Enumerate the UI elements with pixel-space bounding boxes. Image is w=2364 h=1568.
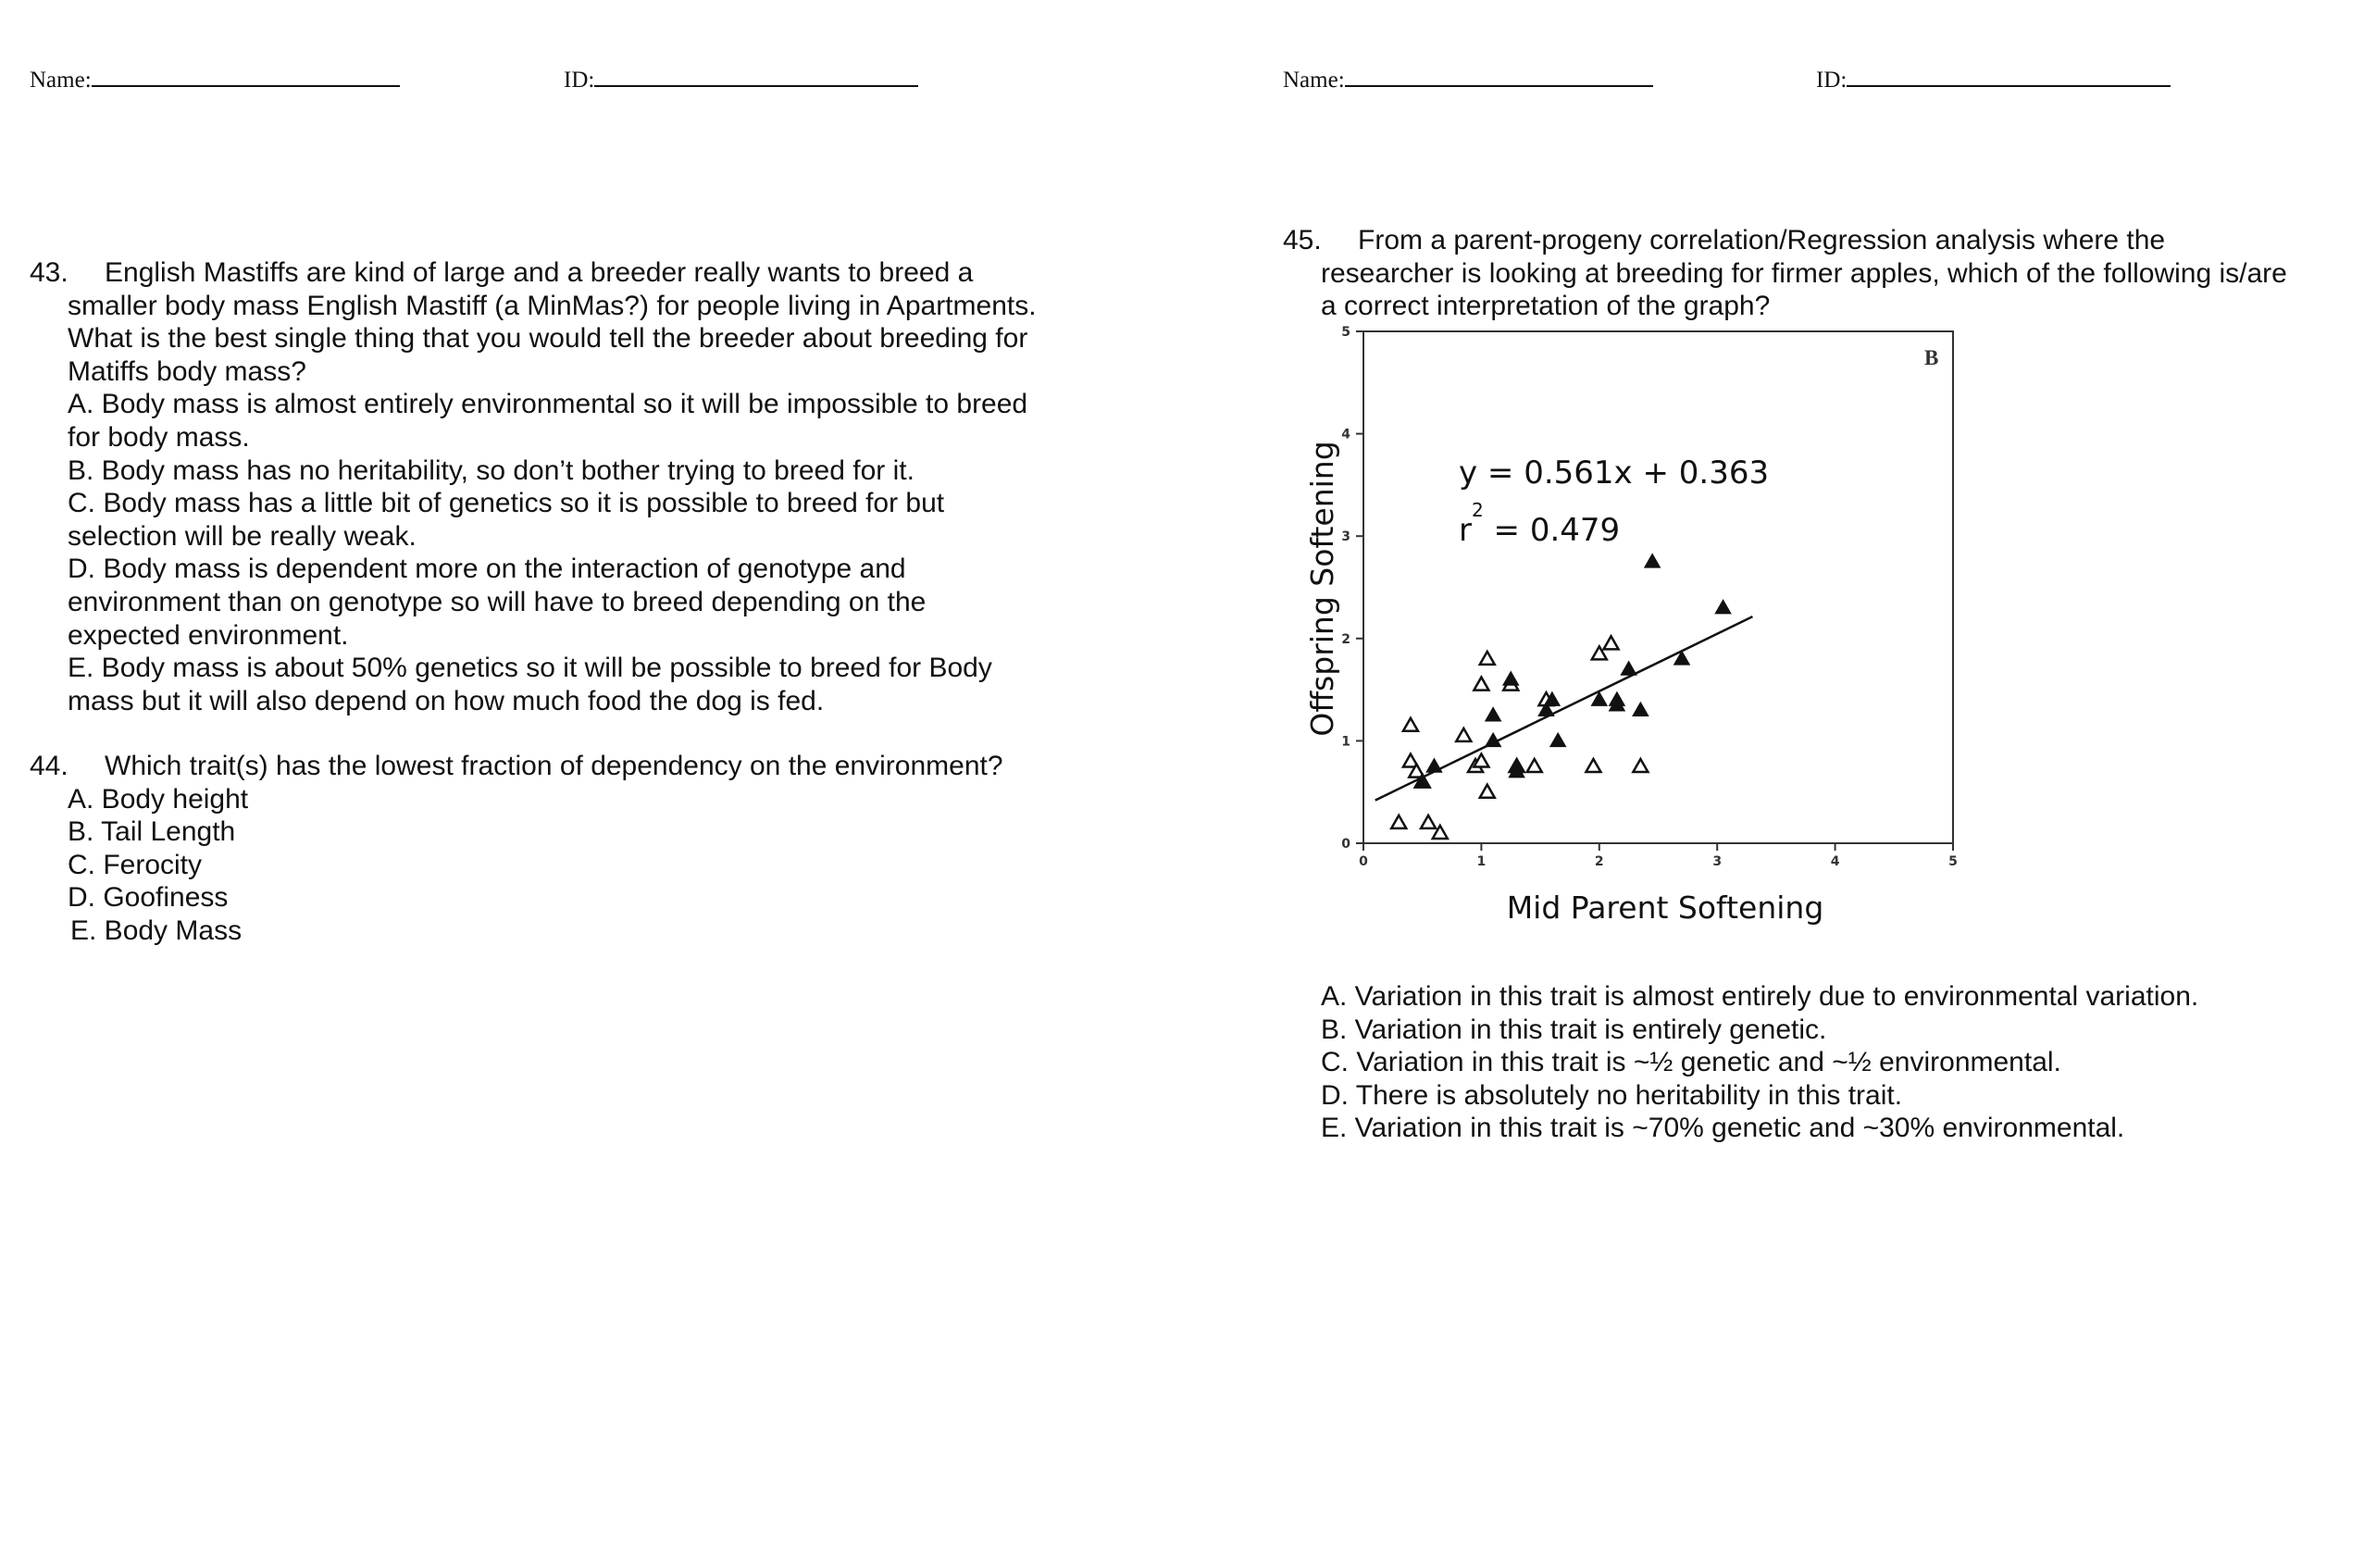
question-45 — [1283, 224, 2287, 323]
question-43 — [30, 256, 1037, 717]
x-ticks — [1359, 843, 1958, 869]
option-b: B. Tail Length — [68, 816, 236, 848]
question-line — [1283, 224, 2287, 257]
name-field-right — [1283, 65, 1653, 93]
option-e: E. Body Mass — [70, 915, 243, 946]
question-line: a correct interpretation of the graph? — [1321, 291, 1771, 322]
question-text: English Mastiffs are kind of large and a breeder really wants to breed a — [105, 257, 974, 288]
open-point — [1403, 718, 1418, 731]
id-label: ID: — [1816, 68, 1848, 93]
x-tick-label: 2 — [1594, 854, 1604, 869]
option-d-cont: environment than on genotype so will have to breed depending on the — [68, 586, 927, 617]
y-tick-label: 0 — [1341, 837, 1350, 852]
plot-frame — [1363, 331, 1953, 843]
y-tick-label: 1 — [1341, 734, 1350, 750]
question-line: What is the best single thing that you would tell the breeder about breeding for — [68, 323, 1028, 355]
option-d: D. There is absolutely no heritability in this trait. — [1321, 1079, 1903, 1111]
question-line — [30, 750, 1003, 783]
regression-line — [1375, 616, 1753, 801]
y-tick-label: 2 — [1341, 631, 1350, 647]
filled-point — [1426, 759, 1441, 772]
option-e-cont: mass but it will also depend on how much food the dog is fed. — [68, 685, 825, 716]
filled-point — [1503, 672, 1518, 685]
open-points — [1391, 636, 1648, 839]
open-point — [1604, 636, 1619, 649]
option-d: D. Body mass is dependent more on the interaction of genotype and — [68, 554, 906, 585]
x-tick-label: 4 — [1830, 854, 1840, 869]
id-line[interactable] — [594, 65, 918, 87]
option-a: A. Body height — [68, 783, 249, 815]
panel-label: B — [1924, 346, 1939, 369]
name-line[interactable] — [1345, 65, 1653, 87]
open-point — [1421, 815, 1436, 828]
option-c: C. Body mass has a little bit of genetics so it is possible to breed for but — [68, 488, 945, 519]
id-field-left — [564, 65, 918, 93]
option-c-cont: selection will be really weak. — [68, 520, 417, 552]
scatter-chart — [1283, 320, 1986, 931]
y-tick-label: 3 — [1341, 529, 1350, 545]
r-squared: $r^2 = 0.479$ — [1459, 499, 1621, 549]
open-point — [1586, 759, 1600, 772]
question-number: 44. — [30, 751, 68, 781]
question-44 — [30, 750, 1003, 948]
filled-points — [1415, 554, 1731, 788]
open-point — [1527, 759, 1542, 772]
question-number: 43. — [30, 257, 68, 288]
open-point — [1480, 652, 1495, 665]
question-line: smaller body mass English Mastiff (a MinMas?) for people living in Apartments. — [68, 290, 1037, 321]
id-field-right — [1816, 65, 2171, 93]
filled-point — [1486, 708, 1500, 721]
question-45-options — [1321, 980, 2198, 1145]
open-point — [1480, 785, 1495, 798]
regression-equation: y = 0.561x + 0.363 — [1459, 454, 1770, 492]
open-point — [1633, 759, 1648, 772]
filled-point — [1550, 733, 1565, 746]
option-e: E. Body mass is about 50% genetics so it will be possible to breed for Body — [68, 653, 992, 684]
open-point — [1391, 815, 1406, 828]
question-line: Matiffs body mass? — [68, 355, 306, 387]
y-ticks — [1341, 325, 1363, 852]
option-d: D. Goofiness — [68, 882, 229, 914]
y-tick-label: 4 — [1341, 427, 1350, 442]
option-c: C. Ferocity — [68, 849, 203, 880]
open-point — [1456, 728, 1471, 741]
question-line — [30, 256, 1037, 290]
x-tick-label: 5 — [1948, 854, 1958, 869]
name-field-left — [30, 65, 400, 93]
x-tick-label: 1 — [1476, 854, 1487, 869]
id-label: ID: — [564, 68, 595, 93]
filled-point — [1645, 554, 1660, 567]
option-d-cont: expected environment. — [68, 619, 349, 651]
x-tick-label: 0 — [1359, 854, 1368, 869]
option-e: E. Variation in this trait is ~70% genetic and ~30% environmental. — [1321, 1113, 2125, 1144]
question-number: 45. — [1283, 225, 1322, 255]
question-text: Which trait(s) has the lowest fraction of dependency on the environment? — [105, 751, 1003, 781]
filled-point — [1716, 601, 1731, 614]
option-b: B. Body mass has no heritability, so don’t bother trying to breed for it. — [68, 454, 914, 486]
option-a: A. Variation in this trait is almost entirely due to environmental variation. — [1321, 981, 2199, 1012]
open-point — [1474, 678, 1488, 691]
y-tick-label: 5 — [1341, 325, 1350, 340]
x-tick-label: 3 — [1712, 854, 1723, 869]
option-b: B. Variation in this trait is entirely genetic. — [1321, 1014, 1827, 1045]
question-text: From a parent-progeny correlation/Regression analysis where the — [1358, 225, 2166, 255]
filled-point — [1622, 662, 1636, 675]
option-c: C. Variation in this trait is ~½ genetic and ~½ environmental. — [1321, 1047, 2061, 1078]
name-line[interactable] — [92, 65, 400, 87]
option-a: A. Body mass is almost entirely environmental so it will be impossible to breed — [68, 389, 1028, 420]
question-line: researcher is looking at breeding for firmer apples, which of the following is/are — [1321, 257, 2287, 289]
option-a-cont: for body mass. — [68, 421, 250, 453]
filled-point — [1633, 703, 1648, 716]
name-label: Name: — [30, 68, 92, 93]
name-label: Name: — [1283, 68, 1345, 93]
id-line[interactable] — [1847, 65, 2171, 87]
x-axis-label: Mid Parent Softening — [1506, 890, 1824, 926]
y-axis-label: Offspring Softening — [1304, 441, 1340, 737]
